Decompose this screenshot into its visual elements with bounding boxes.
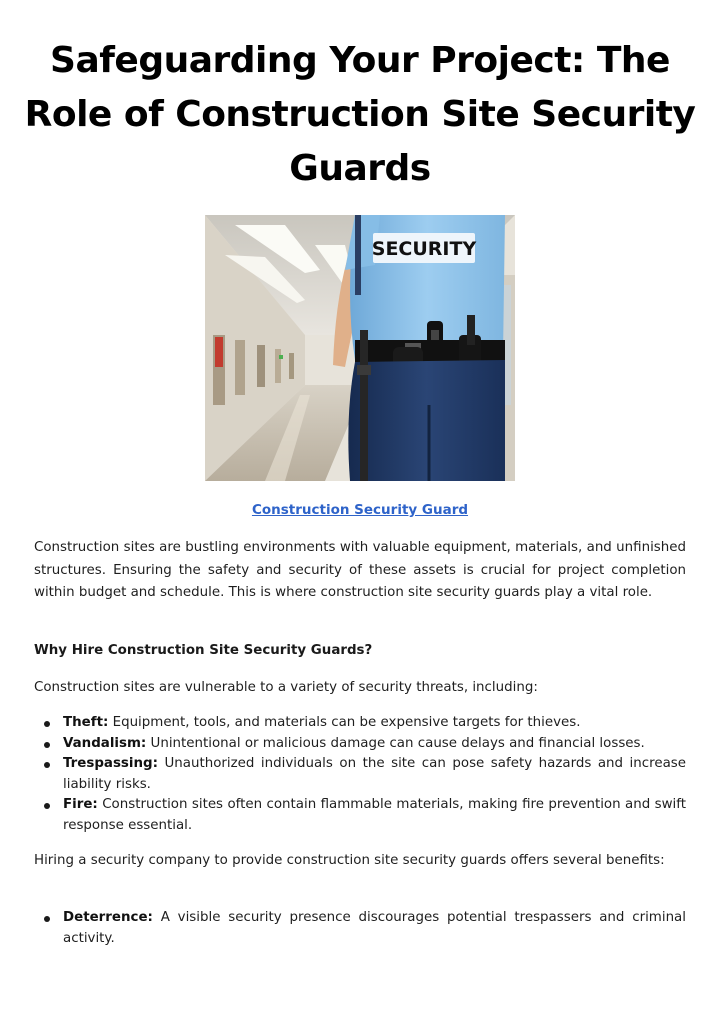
list-item-term: Fire: [63,797,98,812]
list-item-text: Unintentional or malicious damage can cause delays and financial losses. [150,735,645,751]
list-item-text: A visible security presence discourages potential trespassers and criminal activity. [63,910,686,946]
bullet-icon [44,742,50,748]
list-item [34,713,686,734]
svg-text:SECURITY: SECURITY [371,238,477,260]
list-item-term: Deterrence: [63,910,153,925]
bullet-icon [44,803,50,809]
bullet-icon [44,762,50,768]
list-item [34,754,686,795]
threats-intro-paragraph: Construction sites are vulnerable to a variety of security threats, including: [34,680,538,695]
intro-paragraph: Construction sites are bustling environments with valuable equipment, materials, and unfinished structures. Ensuring the safety and security of these assets is crucial for project completion within budget and schedule. This is where construction site security guards play a vital role. [34,540,686,600]
bullet-icon [44,721,50,727]
list-item [34,734,686,755]
threats-list [34,713,686,836]
security-guard-photo [205,215,515,481]
list-item-term: Vandalism: [63,735,147,751]
page-title: Safeguarding Your Project: The Role of Construction Site Security Guards [24,40,696,189]
list-item-term: Theft: [63,715,109,730]
list-item [34,795,686,836]
list-item-text: Construction sites often contain flammable materials, making fire prevention and swift response essential. [63,797,686,833]
caption-link[interactable]: Construction Security Guard [251,502,469,518]
list-item-text: Unauthorized individuals on the site can pose safety hazards and increase liability risks. [63,756,686,792]
bullet-icon [44,916,50,922]
section-heading: Why Hire Construction Site Security Guards? [34,643,373,658]
benefits-intro-paragraph: Hiring a security company to provide construction site security guards offers several benefits: [34,853,665,868]
list-item-text: Equipment, tools, and materials can be expensive targets for thieves. [112,715,581,730]
list-item [34,908,686,949]
list-item-term: Trespassing: [63,756,158,771]
benefits-list [34,908,686,949]
